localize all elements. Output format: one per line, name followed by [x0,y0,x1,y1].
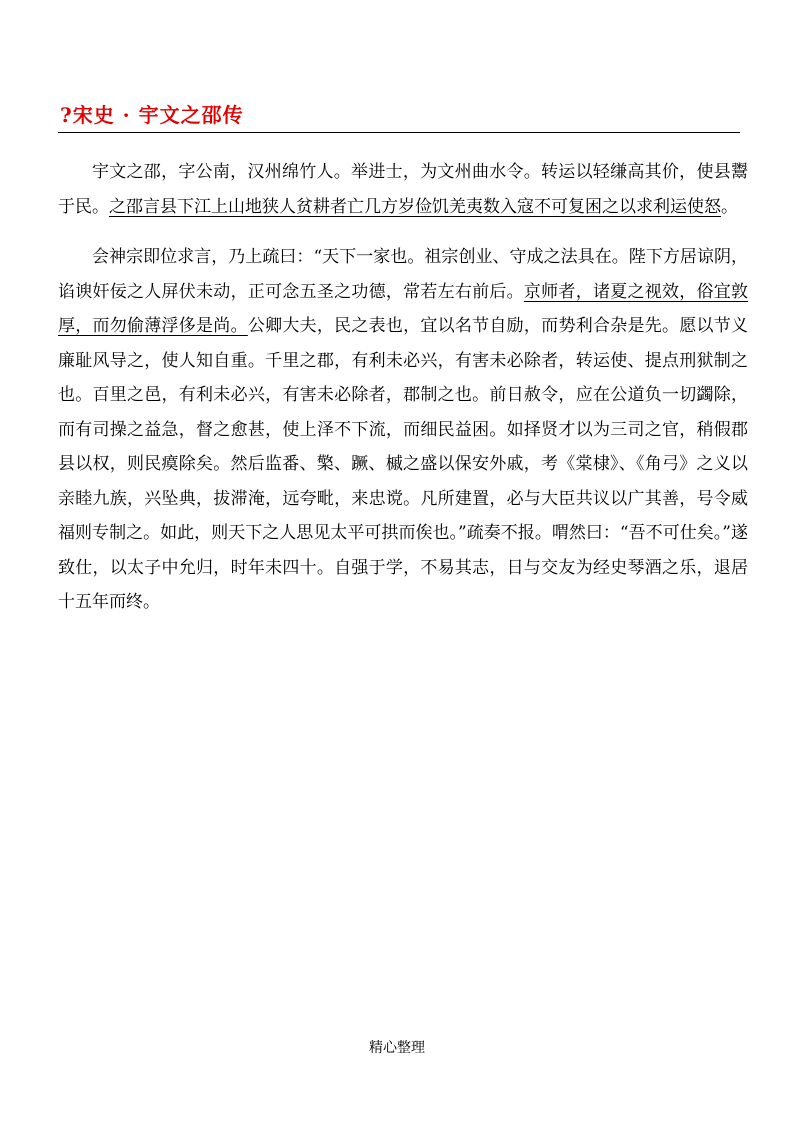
document-title: ?宋史 · 宇文之邵传 [60,103,244,127]
title-divider [58,132,740,133]
page-footer: 精心整理 [369,1040,425,1056]
document-body [58,155,748,636]
paragraph-1-end: 。 [721,196,738,217]
paragraph-2-text: 会神宗即位求言，乃上疏曰：“天下一家也。祖宗创业、守成之法具在。陛下方居谅阴，谄谀奸佞之人屏伏未动，正可念五圣之功德，常若左右前后。 [58,247,748,302]
paragraph-1 [58,155,748,224]
paragraph-2-rest: 公卿大夫，民之表也，宜以名节自励，而势利合杂是先。愿以节义廉耻风导之，使人知自重。千里之郡，有利未必兴，有害未必除者，转运使、提点刑狱制之也。百里之邑，有利未必兴，有害未必除者，郡制之也。前日赦令，应在公道负一切蠲除，而有司操之益急，督之愈甚，使上泽不下流，而细民益困。如择贤才以为三司之官，稍假郡县以权，则民瘼除矣。然后监番、檠、蹶、槭之盛以保安外戚，考《棠棣》、《角弓》之义以亲睦九族，兴坠典，拔滞淹，远夸毗，来忠谠。凡所建置，必与大臣共议以广其善，号令威福则专制之。如此，则天下之人思见太平可拱而俟也。”疏奏不报。喟然曰：“吾不可仕矣。”遂致仕，以太子中允归，时年未四十。自强于学，不易其志，日与交友为经史琴酒之乐，退居十五年而终。 [58,316,749,612]
paragraph-1-text: 宇文之邵，字公南，汉州绵竹人。举进士，为文州曲水令。转运以轻缣高其价，使县鬻于民。 [58,162,748,217]
paragraph-1-underlined-text: 之邵言县下江上山地狭人贫耕者亡几方岁俭饥羌夷数入寇不可复困之以求利运使怒 [109,196,721,217]
paragraph-2 [58,240,748,620]
paragraph-2-underlined-text: 京师者，诸夏之视效，俗宜敦厚，而勿偷薄浮侈是尚。 [58,281,748,336]
